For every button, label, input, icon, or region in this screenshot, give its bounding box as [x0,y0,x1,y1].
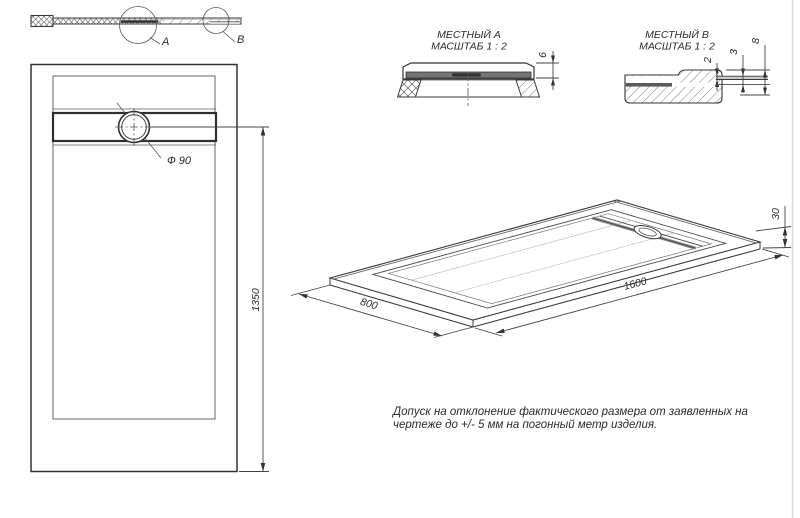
dim-3-arrow-bottom [741,85,745,93]
dim-30-ext-top [756,227,791,232]
detail-a-right-block [516,80,540,97]
dim-8-arrow-bottom [763,88,767,96]
detail-b-slot [672,83,716,87]
dim-6-text: 6 [537,52,549,58]
detail-a-view [398,28,560,106]
detail-b-floor-strip [626,76,679,83]
dim-6-arrow-bottom [551,78,555,86]
detail-b-flange-fill [716,76,768,79]
leader-b [223,32,235,43]
dim-2-text: 2 [702,57,714,63]
leader-a [150,38,160,45]
detail-a-scale: МАСШТАБ 1 : 2 [431,40,507,53]
section-view [31,7,244,49]
dim-30 [756,206,791,248]
detail-a-title: МЕСТНЫЙ А [437,29,501,41]
dim-3-text: 3 [728,49,740,55]
note-line-2: чертеже до +/- 5 мм на погонный метр изделия. [393,419,658,431]
dim-1600-ext-2 [762,249,789,257]
dim-30-text: 30 [770,208,782,220]
tolerance-note [391,406,748,431]
dim-800-ext-1 [291,285,330,296]
dim-1600-text: 1600 [622,275,649,293]
dim-1600-ext-1 [475,328,502,336]
dim-800-ext-2 [434,327,473,338]
dim-30-ext-bottom [763,248,791,249]
detail-a-left-block [398,80,422,97]
isometric-view [291,200,791,338]
dim-8-text: 8 [750,38,762,44]
label-a: A [162,36,170,48]
dim-800-text: 800 [358,295,379,313]
detail-b-view [625,28,770,103]
section-drain-channel-edge [121,20,158,23]
dim-8 [726,38,770,95]
dim-6 [536,51,559,90]
note-line-1: Допуск на отклонение фактического размера от заявленных на [393,406,748,418]
section-left-end-block [31,16,53,27]
dim-6-arrow-top [551,56,555,64]
dim-8-arrow-top [763,70,767,78]
dim-3 [716,49,770,93]
detail-b-title: МЕСТНЫЙ В [645,29,709,41]
front-view [31,65,269,472]
drain-label: Ф 90 [167,155,192,167]
detail-a-drain-slot [452,73,481,76]
dim-1350-text: 1350 [250,288,262,312]
label-b: B [237,34,245,46]
detail-b-scale: МАСШТАБ 1 : 2 [639,40,715,53]
detail-b-gelcoat-band [626,83,674,87]
